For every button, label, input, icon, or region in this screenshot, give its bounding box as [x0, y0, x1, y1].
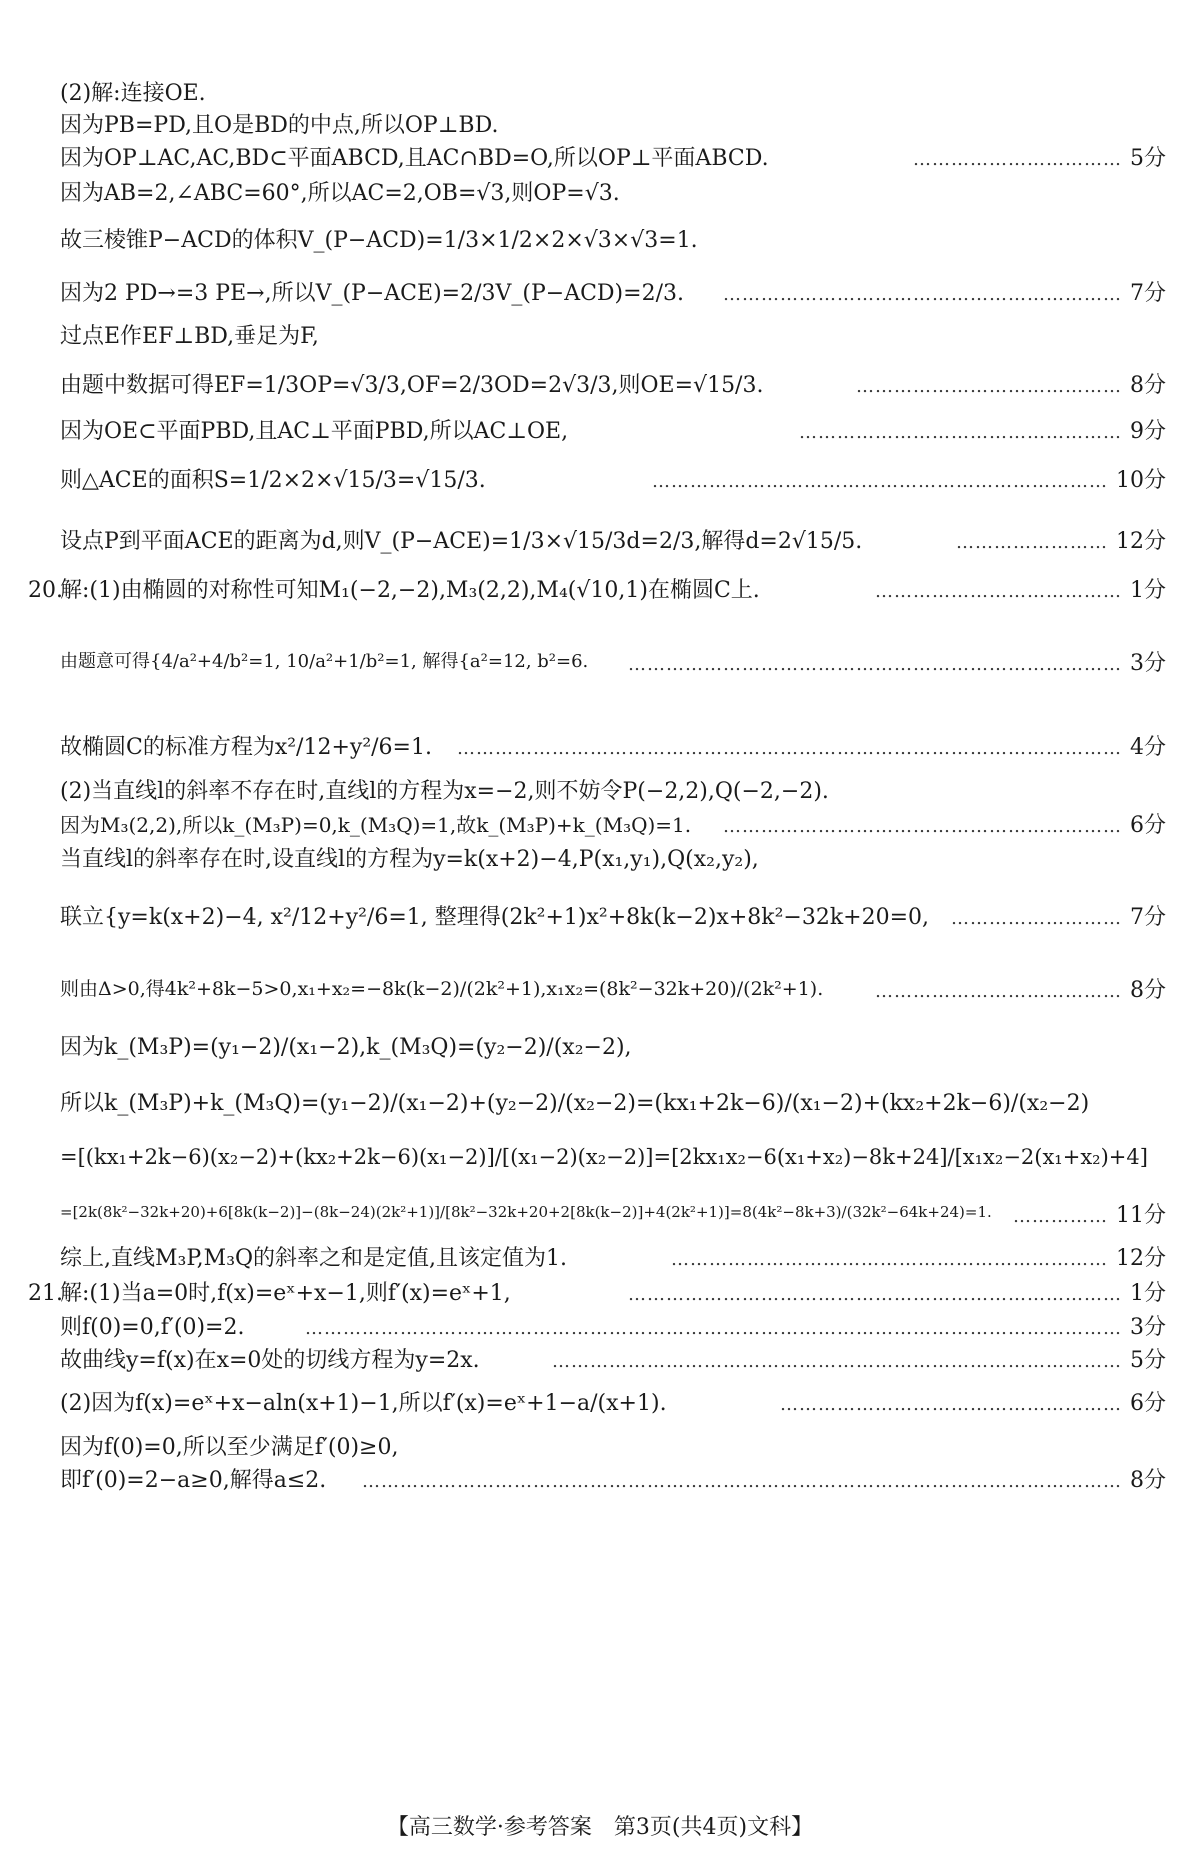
score-marker [628, 1283, 1166, 1305]
score-value: 5分 [1130, 1348, 1166, 1373]
score-marker [305, 1317, 1166, 1339]
line-text: 故椭圆C的标准方程为x²/12+y²/6=1. [60, 735, 432, 760]
leader-dots: ……………………………………………………… [723, 816, 1122, 837]
line-text: 过点E作EF⊥BD,垂足为F, [60, 324, 319, 349]
score-value: 9分 [1130, 419, 1166, 444]
score-value: 3分 [1130, 1315, 1166, 1340]
score-marker [723, 815, 1166, 837]
line-text: 解:(1)由椭圆的对称性可知M₁(−2,−2),M₃(2,2),M₄(√10,1)在椭圆C上. [60, 578, 760, 603]
score-value: 11分 [1116, 1203, 1166, 1228]
page-footer: 【高三数学·参考答案 第3页(共4页)文科】 [386, 1815, 814, 1840]
leader-dots: …………………………… [913, 149, 1122, 170]
line-text: 因为M₃(2,2),所以k_(M₃P)=0,k_(M₃Q)=1,故k_(M₃P)+k_(M₃Q)=1. [60, 813, 692, 837]
score-marker [780, 1393, 1166, 1415]
line-text: (2)因为f(x)=eˣ+x−aln(x+1)−1,所以f′(x)=eˣ+1−a/(x+1). [60, 1391, 667, 1416]
line-text: 联立{y=k(x+2)−4, x²/12+y²/6=1, 整理得(2k²+1)x²+8k(k−2)x+8k²−32k+20=0, [60, 905, 930, 930]
score-value: 8分 [1130, 978, 1166, 1003]
score-marker [552, 1350, 1166, 1372]
line-text: 则f(0)=0,f′(0)=2. [60, 1315, 245, 1340]
leader-dots: …………………………………………………………………………………………… [457, 738, 1122, 759]
score-value: 8分 [1130, 373, 1166, 398]
score-marker [1013, 1205, 1166, 1227]
score-marker [628, 653, 1166, 675]
line-text: 因为PB=PD,且O是BD的中点,所以OP⊥BD. [60, 113, 499, 138]
line-text: 因为AB=2,∠ABC=60°,所以AC=2,OB=√3,则OP=√3. [60, 181, 620, 206]
leader-dots: …………………… [956, 532, 1108, 553]
line-text: 当直线l的斜率存在时,设直线l的方程为y=k(x+2)−4,P(x₁,y₁),Q(x₂,y₂), [60, 847, 759, 872]
line-text: =[2k(8k²−32k+20)+6[8k(k−2)]−(8k−24)(2k²+1)]/[8k²−32k+20+2[8k(k−2)]+4(2k²+1)]=8(4k²−8k+3)/(32k²−64k+24)=1. [60, 1203, 992, 1221]
line-text: 故三棱锥P−ACD的体积V_(P−ACD)=1/3×1/2×2×√3×√3=1. [60, 228, 698, 253]
score-marker [875, 580, 1166, 602]
line-text: =[(kx₁+2k−6)(x₂−2)+(kx₂+2k−6)(x₁−2)]/[(x₁−2)(x₂−2)]=[2kx₁x₂−6(x₁+x₂)−8k+24]/[x₁x₂−2(x₁+x₂)+4] [60, 1145, 1148, 1169]
leader-dots: ……………………………………………………………………………… [552, 1351, 1122, 1372]
leader-dots: …………………………………………………………… [671, 1249, 1108, 1270]
line-text: 因为OP⊥AC,AC,BD⊂平面ABCD,且AC∩BD=O,所以OP⊥平面ABCD. [60, 146, 769, 171]
score-value: 6分 [1130, 813, 1166, 838]
leader-dots: ……………………………………………… [780, 1394, 1122, 1415]
line-text: 所以k_(M₃P)+k_(M₃Q)=(y₁−2)/(x₁−2)+(y₂−2)/(x₂−2)=(kx₁+2k−6)/(x₁−2)+(kx₂+2k−6)/(x₂−2) [60, 1091, 1090, 1116]
line-text: 综上,直线M₃P,M₃Q的斜率之和是定值,且该定值为1. [60, 1246, 568, 1271]
leader-dots: …………………………………… [856, 376, 1122, 397]
score-value: 12分 [1116, 529, 1166, 554]
score-value: 6分 [1130, 1391, 1166, 1416]
score-marker [457, 737, 1166, 759]
line-text: 因为2 PD→=3 PE→,所以V_(P−ACE)=2/3V_(P−ACD)=2/3. [60, 281, 684, 306]
score-value: 12分 [1116, 1246, 1166, 1271]
line-text: 因为f(0)=0,所以至少满足f′(0)≥0, [60, 1435, 399, 1460]
score-marker [875, 980, 1166, 1002]
question-number: 21. [28, 1281, 63, 1306]
score-marker [723, 283, 1166, 305]
score-marker [856, 375, 1166, 397]
score-value: 8分 [1130, 1468, 1166, 1493]
score-value: 7分 [1130, 281, 1166, 306]
question-number: 20. [28, 578, 63, 603]
score-marker [362, 1470, 1166, 1492]
score-value: 4分 [1130, 735, 1166, 760]
line-text: 因为k_(M₃P)=(y₁−2)/(x₁−2),k_(M₃Q)=(y₂−2)/(x₂−2), [60, 1035, 632, 1060]
score-marker [652, 470, 1166, 492]
line-text: 设点P到平面ACE的距离为d,则V_(P−ACE)=1/3×√15/3d=2/3,解得d=2√15/5. [60, 529, 863, 554]
line-text: (2)当直线l的斜率不存在时,直线l的方程为x=−2,则不妨令P(−2,2),Q(−2,−2). [60, 779, 829, 804]
leader-dots: …………… [1013, 1206, 1108, 1227]
leader-dots: ……………………………………………………… [723, 284, 1122, 305]
score-marker [799, 421, 1166, 443]
score-marker [951, 907, 1166, 929]
line-text: 则△ACE的面积S=1/2×2×√15/3=√15/3. [60, 468, 486, 493]
line-text: 因为OE⊂平面PBD,且AC⊥平面PBD,所以AC⊥OE, [60, 419, 569, 444]
leader-dots: …………………………………………… [799, 422, 1122, 443]
score-value: 1分 [1130, 578, 1166, 603]
leader-dots: ……………………… [951, 908, 1122, 929]
score-marker [913, 148, 1166, 170]
score-marker [956, 531, 1166, 553]
leader-dots: ………………………………………………………………………………………………………………… [305, 1318, 1122, 1339]
line-text: 则由Δ>0,得4k²+8k−5>0,x₁+x₂=−8k(k−2)/(2k²+1),x₁x₂=(8k²−32k+20)/(2k²+1). [60, 978, 824, 1000]
score-marker [671, 1248, 1166, 1270]
line-text: 故曲线y=f(x)在x=0处的切线方程为y=2x. [60, 1348, 480, 1373]
line-text: 由题意可得{4/a²+4/b²=1, 10/a²+1/b²=1, 解得{a²=12, b²=6. [60, 651, 589, 672]
score-value: 7分 [1130, 905, 1166, 930]
leader-dots: ……………………………………………………………… [652, 471, 1108, 492]
leader-dots: ………………………………… [875, 581, 1122, 602]
leader-dots: ………………………………………………………………………………………………………… [362, 1471, 1122, 1492]
leader-dots: …………………………………………………………………… [628, 654, 1122, 675]
score-value: 1分 [1130, 1281, 1166, 1306]
line-text: 解:(1)当a=0时,f(x)=eˣ+x−1,则f′(x)=eˣ+1, [60, 1281, 511, 1306]
leader-dots: ………………………………… [875, 981, 1122, 1002]
score-value: 10分 [1116, 468, 1166, 493]
line-text: 即f′(0)=2−a≥0,解得a≤2. [60, 1468, 327, 1493]
line-text: 由题中数据可得EF=1/3OP=√3/3,OF=2/3OD=2√3/3,则OE=√15/3. [60, 373, 764, 398]
line-text: (2)解:连接OE. [60, 81, 206, 106]
score-value: 5分 [1130, 146, 1166, 171]
leader-dots: …………………………………………………………………… [628, 1284, 1122, 1305]
score-value: 3分 [1130, 651, 1166, 676]
